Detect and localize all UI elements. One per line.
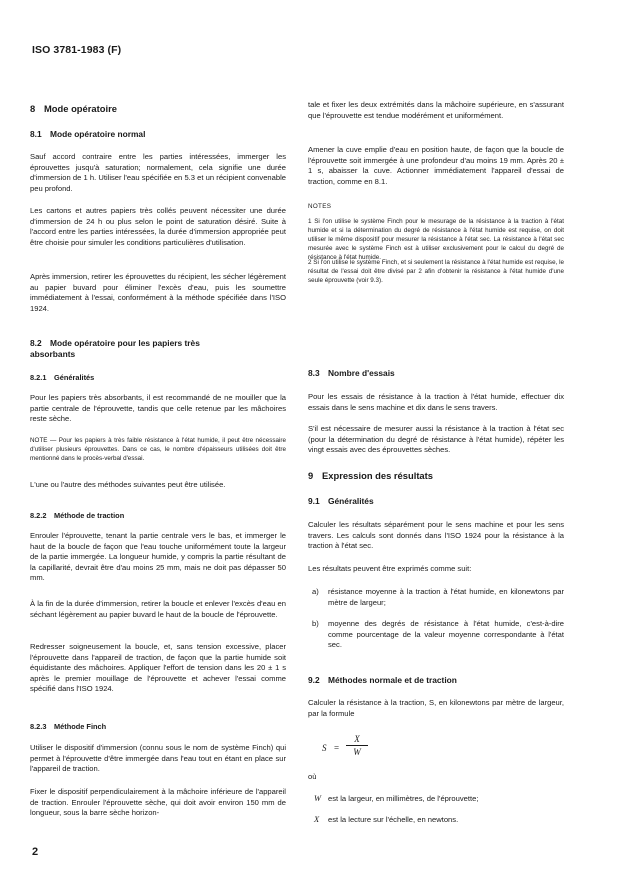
paragraph-8-2-2-2: À la fin de la durée d'immersion, retirer la boucle et enlever l'excès d'eau en séchant légèrement au papier buvard le haut de la boucle de l'éprouvette. [30,599,286,619]
formula [322,734,382,763]
section-8-2-3-heading [30,722,286,732]
section-8-heading [30,103,286,115]
section-number: 8.3 [308,368,320,378]
list-item [308,619,564,651]
section-9-heading [308,470,564,482]
formula-lhs: S [322,743,327,753]
notes-title: NOTES [308,203,332,210]
fraction-bar [346,745,368,746]
where-label: où [308,772,317,781]
variable-definition [308,815,564,826]
section-title: Généralités [54,373,95,382]
standard-header: ISO 3781-1983 (F) [32,44,122,56]
paragraph-8-1-3: Après immersion, retirer les éprouvettes du récipient, les sécher légèrement au papier buvard pour éliminer l'excès d'eau, puis les soumettre immédiatement à l'essai, conformément à la méthode spécifiée dans l'ISO 1924. [30,272,286,313]
paragraph-8-3-1: Pour les essais de résistance à la traction à l'état humide, effectuer dix essais dans le sens machine et dix dans le sens travers. [308,392,564,412]
paragraph-8-2-1: Pour les papiers très absorbants, il est recommandé de ne mouiller que la partie centrale de l'éprouvette, tandis que celle retenue par les mâchoires reste sèche. [30,393,286,424]
numerator: X [354,734,360,744]
note-8-2-1: NOTE — Pour les papiers à très faible résistance à l'état humide, il peut être nécessaire d'utiliser plusieurs éprouvettes. Dans ce cas, le nombre d'épaisseurs utilisées doit être mentionné dans le procès-verbal d'essai. [30,437,286,462]
paragraph-amener: Amener la cuve emplie d'eau en position haute, de façon que la boucle de l'éprouvette soit immergée à une profondeur d'au moins 19 mm. Après 20 ± 1 s, abaisser la cuve. Actionner immédiatement l'appareil d'essai de traction, comme en 8.1. [308,145,564,186]
note-2: 2 Si l'on utilise le système Finch, et si seulement la résistance à l'état humide est requise, le résultat de l'essai doit être divisé par 2 afin d'obtenir la résistance à l'état humide d'une seule éprouvette (voir 9.3). [308,259,564,284]
section-title: Nombre d'essais [328,368,395,378]
section-title: Méthode Finch [54,722,107,731]
section-title: Mode opératoire pour les papiers très absorbants [30,338,200,359]
page-number: 2 [32,846,39,858]
section-8-2-heading [30,338,235,360]
variable-text: est la largeur, en millimètres, de l'éprouvette; [328,794,479,803]
formula-equals: = [334,743,340,753]
list-item [308,587,564,608]
paragraph-8-2-3-2: Fixer le dispositif perpendiculairement à la mâchoire inférieure de l'appareil de traction. Enrouler l'éprouvette sèche, qui doit avoir environ 150 mm de longueur, sous la barre sèche horizon- [30,787,286,818]
paragraph-8-2-2-3: Redresser soigneusement la boucle, et, sans tension excessive, placer l'éprouvette dans l'appareil de traction, de façon que la partie humide soit équidistante des mâchoires. Appliquer l'effort de tension dans les 20 ± 1 s après le premier mouillage de l'éprouvette et achever l'essai comme spécifié dans l'ISO 1924. [30,642,286,694]
paragraph-9-2-1: Calculer la résistance à la traction, S, en kilonewtons par mètre de largeur, par la formule [308,698,564,718]
section-number: 8.2 [30,338,42,348]
list-item-label: a) [312,587,319,596]
paragraph-8-3-2: S'il est nécessaire de mesurer aussi la résistance à la traction à l'état sec (pour la détermination du degré de résistance à l'état humide), répéter les vingt essais avec des éprouvettes sèches. [308,424,564,455]
section-9-2-heading [308,675,564,686]
variable-definition [308,794,564,805]
section-number: 9.1 [308,496,320,506]
section-title: Expression des résultats [322,470,433,481]
section-9-1-heading [308,496,564,507]
denominator: W [353,747,361,757]
section-number: 9 [308,470,314,481]
paragraph-8-2-3-1: Utiliser le dispositif d'immersion (connu sous le nom de système Finch) qui permet à l'éprouvette d'être immergée dans l'eau tout en étant en place sur l'appareil de traction. [30,743,286,774]
section-8-2-2-heading [30,511,286,521]
section-8-1-heading [30,129,286,140]
section-title: Mode opératoire [44,103,117,114]
variable-symbol: W [314,794,321,803]
paragraph-8-1-2: Les cartons et autres papiers très collés peuvent nécessiter une durée d'immersion de 24 h ou plus selon le point de saturation désiré. Suite à l'accord entre les parties intéressées, la durée d'immersion appropriée peut être choisie pour simuler les conditions particulières d'utilisation. [30,206,286,247]
paragraph-8-1-1: Sauf accord contraire entre les parties intéressées, immerger les éprouvettes jusqu'à saturation; normalement, cela signifie une durée d'immersion de 1 h. Utiliser l'eau spécifiée en 5.3 et un récipient convenable peu profond. [30,152,286,193]
paragraph-8-2-1-b: L'une ou l'autre des méthodes suivantes peut être utilisée. [30,480,226,489]
section-number: 9.2 [308,675,320,685]
list-item-text: moyenne des degrés de résistance à l'état humide, c'est-à-dire comme pourcentage de la valeur moyenne correspondante à l'état sec. [328,619,564,650]
paragraph-9-1-2: Les résultats peuvent être exprimés comme suit: [308,564,472,573]
list-item-text: résistance moyenne à la traction à l'état humide, en kilonewtons par mètre de largeur; [328,587,564,607]
section-8-2-1-heading [30,373,286,383]
section-title: Méthode de traction [54,511,125,520]
paragraph-continued: tale et fixer les deux extrémités dans la mâchoire supérieure, en s'assurant que l'éprouvette est tendue modérément et uniformément. [308,100,564,120]
section-title: Mode opératoire normal [50,129,146,139]
variable-symbol: X [314,815,320,824]
section-number: 8.2.2 [30,511,47,520]
section-number: 8.2.3 [30,722,47,731]
paragraph-9-1-1: Calculer les résultats séparément pour le sens machine et pour les sens travers. Les calculs sont donnés dans l'ISO 1924 pour la résistance à la traction à l'état sec. [308,520,564,551]
section-title: Méthodes normale et de traction [328,675,457,685]
section-number: 8.1 [30,129,42,139]
list-item-label: b) [312,619,319,628]
paragraph-8-2-2-1: Enrouler l'éprouvette, tenant la partie centrale vers le bas, et immerger le haut de la boucle de façon que l'eau touche uniformément toute la largeur de la partie immergée. La longueur humide, y compris la partie résultant de la capillarité, devrait être d'au moins 25 mm, mais ne doit pas dépasser 50 mm. [30,531,286,583]
section-number: 8 [30,103,36,114]
section-title: Généralités [328,496,374,506]
note-1: 1 Si l'on utilise le système Finch pour le mesurage de la résistance à la traction à l'état humide et si la détermination du degré de résistance à l'état humide est requise, on doit utiliser le même dispositif pour mesurer la résistance à l'état sec. La résistance à l'état sec mesurée avec le système Finch est à utiliser exclusivement pour le calcul du degré de résistance à l'état humide. [308,218,564,261]
section-8-3-heading [308,368,564,379]
variable-text: est la lecture sur l'échelle, en newtons. [328,815,459,824]
section-number: 8.2.1 [30,373,47,382]
